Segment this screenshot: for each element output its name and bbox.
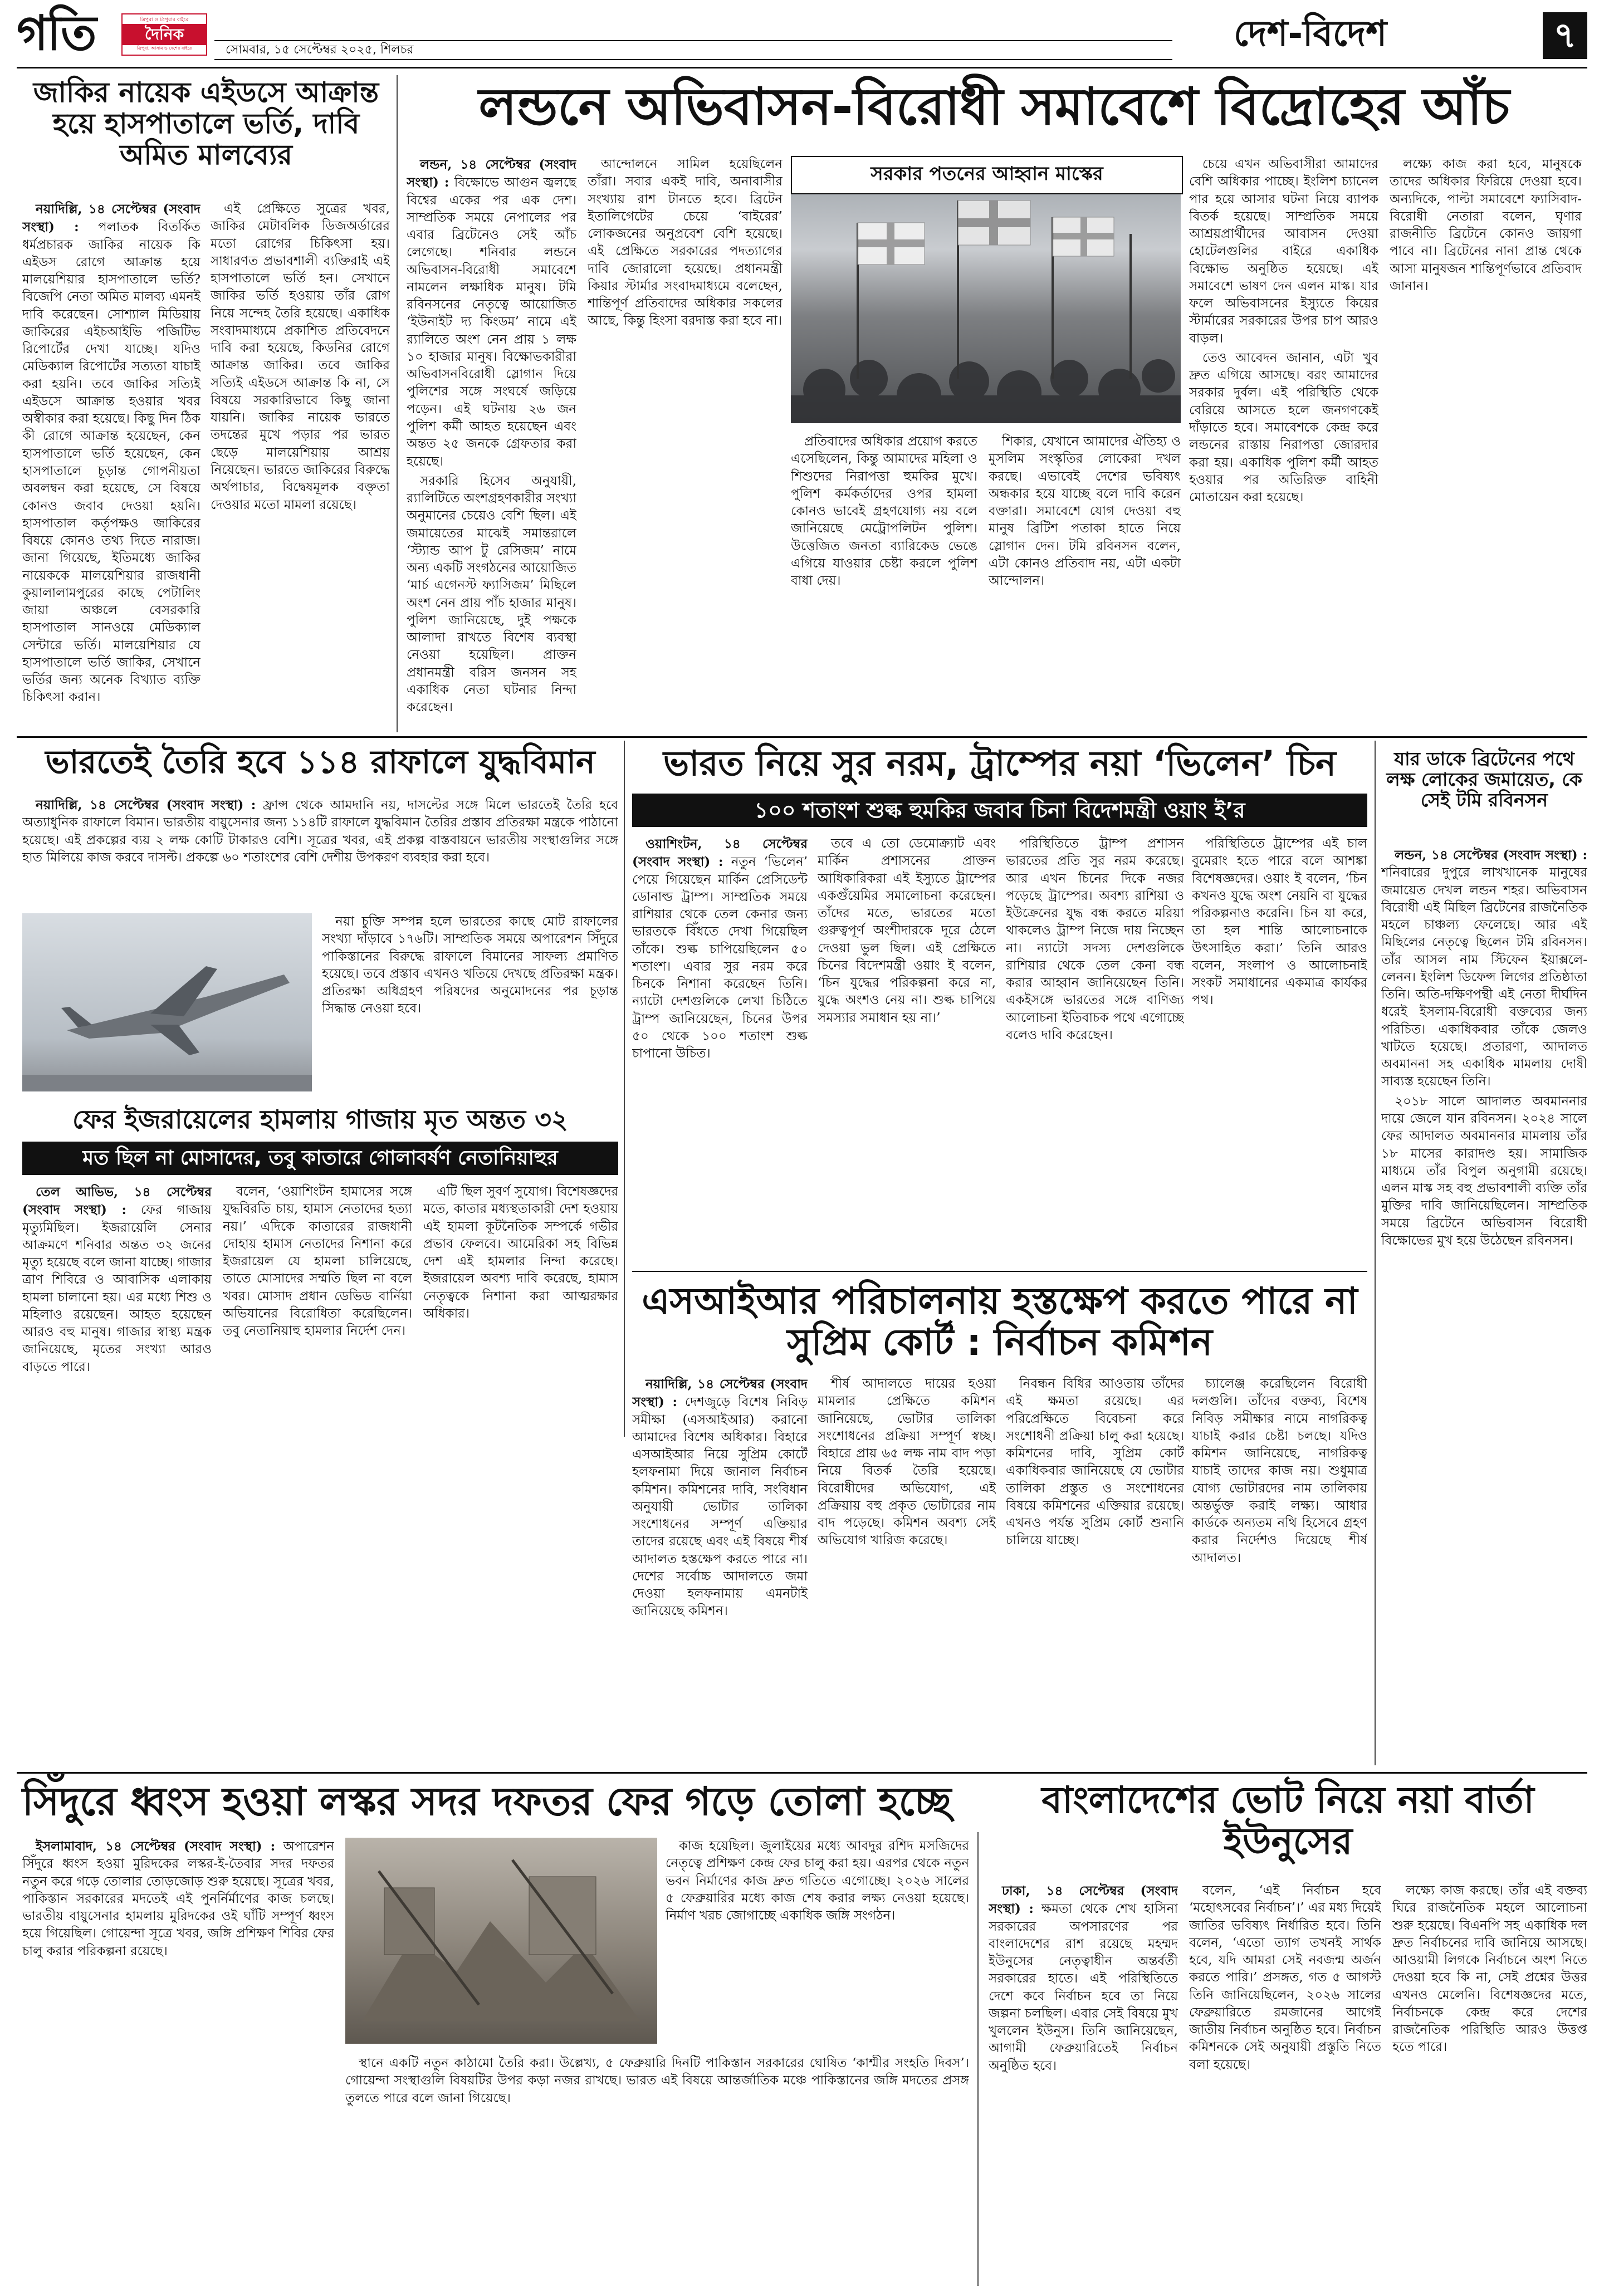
lashkar-text-1: অপারেশন সিঁদুরে ধ্বংস হওয়া মুরিদকের লস্কর-ই-তৈবার সদর দফতর নতুন করে গড়ে তোলার তোড়জোড় শুরু হয়েছে। সূত্রের খবর, পাকিস্তান সরকারের মদতেই এই পুনর্নির্মাণের কাজ চলছে। ভারতীয় বায়ুসেনার হামলায় মুরিদকের ওই ঘাঁটি সম্পূর্ণ ধ্বংস হয়ে গিয়েছিল। গোয়েন্দা সূত্রে খবর, জঙ্গি প্রশিক্ষণ শিবির ফের চালু করার পরিকল্পনা রয়েছে। <box>22 1839 334 1959</box>
rafale-body-col-2 <box>322 913 618 1091</box>
gaza-text-1: ফের গাজায় মৃত্যুমিছিল। ইজরায়েলি সেনার আক্রমণে শনিবার অন্তত ৩২ জনের মৃত্যু হয়েছে বলে জানা যাচ্ছে। গাজার ত্রাণ শিবিরে ও আবাসিক এলাকায় হামলা চালানো হয়। এর মধ্যে শিশু ও মহিলাও রয়েছেন। আহত হয়েছেন আরও বহু মানুষ। গাজার স্বাস্থ্য মন্ত্রক জানিয়েছে, মৃতের সংখ্যা আরও বাড়তে পারে। <box>22 1203 212 1374</box>
london-body-col-5 <box>1189 156 1378 730</box>
zakir-headline: জাকির নায়েক এইডসে আক্রান্ত হয়ে হাসপাতালে ভর্তি, দাবি অমিত মালব্যের <box>33 76 379 171</box>
gaza-subhead: মত ছিল না মোসাদের, তবু কাতারে গোলাবর্ষণ নেতানিয়াহুর <box>82 1147 558 1169</box>
bd-body-col-3 <box>1392 1882 1587 2283</box>
china-dateline: ওয়াশিংটন, ১৪ সেপ্টেম্বর (সংবাদ সংস্থা) : <box>632 836 808 870</box>
sir-body-col-1 <box>632 1375 808 1765</box>
bd-headline: বাংলাদেশের ভোট নিয়ে নয়া বার্তা ইউনুসের <box>1041 1779 1534 1863</box>
zakir-dateline: নয়াদিল্লি, ১৪ সেপ্টেম্বর (সংবাদ সংস্থা) : <box>22 202 200 235</box>
sir-body-col-2 <box>818 1375 996 1765</box>
zakir-body-col-2 <box>211 200 390 724</box>
badge-top-text: ত্রিপুরা ও ত্রিপুরার বাইরে <box>140 17 189 23</box>
lashkar-body-col-3 <box>345 2055 969 2283</box>
gaza-subhead-bar <box>22 1142 618 1175</box>
china-text-2: তবে এ তো ডেমোক্র্যাট এবং মার্কিন প্রশাসনের প্রাক্তন আধিকারিকরা এই ইস্যুতে ট্রাম্পের একগুঁয়েমির সমালোচনা করেছেন। তাঁদের মতে, ভারতের মতো গুরুত্বপূর্ণ অংশীদারকে দূরে ঠেলে দেওয়া ভুল ছিল। এই প্রেক্ষিতে চিনের বিদেশমন্ত্রী ওয়াং ই বলেন, ‘চিন যুদ্ধের পরিকল্পনা করে না, যুদ্ধে অংশও নেয় না। শুল্ক চাপিয়ে সমস্যার সমাধান হয় না।’ <box>818 836 996 1025</box>
section-rule-2 <box>632 1271 1367 1272</box>
london-body-col-6 <box>1390 156 1582 730</box>
bd-text-2: বলেন, ‘এই নির্বাচন হবে ‘মহোৎসবের নির্বাচন’।’ এর মধ্য দিয়েই জাতির ভবিষ্যৎ নির্ধারিত হবে। তিনি বলেন, ‘এতো ত্যাগ তখনই সার্থক হবে, যদি আমরা সেই নবজন্ম অর্জন করতে পারি।’ প্রসঙ্গত, গত ৫ আগস্ট তিনি জানিয়েছিলেন, ২০২৬ সালের ফেব্রুয়ারিতে রমজানের আগেই জাতীয় নির্বাচন অনুষ্ঠিত হবে। নির্বাচন কমিশনকে সেই অনুযায়ী প্রস্তুতি নিতে বলা হয়েছে। <box>1189 1883 1381 2072</box>
sir-text-2: শীর্ষ আদালতে দায়ের হওয়া মামলার প্রেক্ষিতে কমিশন জানিয়েছে, ভোটার তালিকা সংশোধনের প্রক্রিয়া সম্পূর্ণ স্বচ্ছ। বিহারে প্রায় ৬৫ লক্ষ নাম বাদ পড়া নিয়ে বিতর্ক তৈরি হয়েছে। বিরোধীদের অভিযোগ, এই প্রক্রিয়ায় বহু প্রকৃত ভোটারের নাম বাদ পড়েছে। কমিশন অবশ্য সেই অভিযোগ খারিজ করেছে। <box>818 1377 996 1548</box>
london-body-col-4 <box>989 433 1181 728</box>
london-body-col-2 <box>588 156 783 730</box>
bd-dateline: ঢাকা, ১৪ সেপ্টেম্বর (সংবাদ সংস্থা) : <box>989 1883 1178 1917</box>
china-subhead: ১০০ শতাংশ শুল্ক হুমকির জবাব চিনা বিদেশমন্ত্রী ওয়াং ই’র <box>754 798 1245 823</box>
london-text-6: চেয়ে এখন অভিবাসীরা আমাদের বেশি অধিকার পাচ্ছে। ইংলিশ চ্যানেল পার হয়ে আসার ঘটনা নিয়ে ব্যাপক বিতর্ক হয়েছে। সাম্প্রতিক সময়ে আশ্রয়প্রার্থীদের আবাসন দেওয়া হোটেলগুলির বাইরে একাধিক বিক্ষোভ অনুষ্ঠিত হয়েছে। এই সমাবেশে ভাষণ দেন এলন মাস্ক। যার ফলে অভিবাসনের ইস্যুতে কিয়ের স্টার্মারের সরকারের উপর চাপ আরও বাড়ল। <box>1189 157 1378 346</box>
london-headline: লন্ডনে অভিবাসন-বিরোধী সমাবেশে বিদ্রোহের আঁচ <box>478 77 1510 136</box>
bd-text-3: লক্ষ্যে কাজ করছে। তাঁর এই বক্তব্য ঘিরে রাজনৈতিক মহলে আলোচনা শুরু হয়েছে। বিএনপি সহ একাধিক দল দ্রুত নির্বাচনের দাবি জানিয়ে আসছে। আওয়ামী লিগকে নির্বাচনে অংশ নিতে দেওয়া হবে কি না, সেই প্রশ্নের উত্তর এখনও মেলেনি। বিশেষজ্ঞদের মতে, নির্বাচনকে কেন্দ্র করে দেশের রাজনৈতিক পরিস্থিতি আরও উত্তপ্ত হতে পারে। <box>1392 1883 1587 2055</box>
china-text-3: পরিস্থিতিতে ট্রাম্প প্রশাসন ভারতের প্রতি সুর নরম করেছে। আর এখন চিনের দিকে নজর পড়েছে ট্রাম্পের। অবশ্য রাশিয়া ও ইউক্রেনের যুদ্ধ বন্ধ করতে মরিয়া থাকলেও ট্রাম্প নিজে দায় নিচ্ছেন না। ন্যাটো সদস্য দেশগুলিকে রাশিয়ার থেকে তেল কেনা বন্ধ করার আহ্বান জানিয়েছেন তিনি। একইসঙ্গে ভারতের সঙ্গে বাণিজ্য আলোচনা ইতিবাচক পথে এগোচ্ছে বলেও দাবি করেছেন। <box>1006 836 1184 1042</box>
section-rule-1 <box>17 736 1587 738</box>
lashkar-body-col-1 <box>22 1838 334 2283</box>
bd-body-col-2 <box>1189 1882 1381 2283</box>
page-number: ৭ <box>1553 15 1577 56</box>
dateline-bar <box>214 40 1172 60</box>
gaza-text-2: বলেন, ‘ওয়াশিংটন হামাসের সঙ্গে যুদ্ধবিরতি চায়, হামাস নেতাদের হত্যা নয়।’ এদিকে কাতারের রাজধানী দোহায় হামাস নেতাদের নিশানা করে ইজরায়েল যে হামলা চালিয়েছে, তাতে মোসাদের সম্মতি ছিল না বলে খবর। মোসাদ প্রধান ডেভিড বার্নিয়া অভিযানের বিরোধিতা করেছিলেন। তবু নেতানিয়াহু হামলার নির্দেশ দেন। <box>223 1184 412 1339</box>
lashkar-headline: সিঁদুরে ধ্বংস হওয়া লস্কর সদর দফতর ফের গড়ে তোলা হচ্ছে <box>22 1779 952 1824</box>
robinson-text-2: ২০১৮ সালে আদালত অবমাননার দায়ে জেলে যান রবিনসন। ২০২৪ সালে ফের আদালত অবমাননার মামলায় তাঁর ১৮ মাসের কারাদণ্ড হয়। সামাজিক মাধ্যমে তাঁর বিপুল অনুগামী রয়েছে। এলন মাস্ক সহ বহু প্রভাবশালী ব্যক্তি তাঁর মুক্তির দাবি জানিয়েছিলেন। সাম্প্রতিক সময়ে ব্রিটেনে অভিবাসন বিরোধী বিক্ষোভের মুখ হয়ে উঠেছেন রবিনসন। <box>1381 1094 1587 1248</box>
london-body-col-1 <box>407 156 576 730</box>
newspaper-logo: গতি <box>17 5 96 61</box>
lashkar-ruins-photo <box>345 1838 657 2044</box>
sir-dateline: নয়াদিল্লি, ১৪ সেপ্টেম্বর (সংবাদ সংস্থা) : <box>632 1377 808 1410</box>
bd-text-1: ক্ষমতা থেকে শেখ হাসিনা সরকারের অপসারণের পর বাংলাদেশের রাশ রয়েছে মহম্মদ ইউনুসের নেতৃত্বাধীন অন্তর্বর্তী সরকারের হাতে। এই পরিস্থিতিতে দেশে কবে নির্বাচন হবে তা নিয়ে জল্পনা চলছিল। এবার সেই বিষয়ে মুখ খুললেন ইউনুস। তিনি জানিয়েছেন, আগামী ফেব্রুয়ারিতেই নির্বাচন অনুষ্ঠিত হবে। <box>989 1902 1178 2073</box>
robinson-headline: যার ডাকে ব্রিটেনের পথে লক্ষ লোকের জমায়েত, কে সেই টমি রবিনসন <box>1386 748 1582 811</box>
rafale-jet-photo <box>22 913 312 1091</box>
flag-crowd-illustration <box>791 156 1181 423</box>
badge-main-text: দৈনিক <box>123 24 206 45</box>
gaza-body-col-3 <box>423 1183 618 1437</box>
robinson-dateline: লন্ডন, ১৪ সেপ্টেম্বর (সংবাদ সংস্থা) : <box>1395 848 1587 863</box>
badge-sub-text: ত্রিপুরা, আসাম ও দেশের বাইরে <box>136 46 192 51</box>
london-text-2: সরকারি হিসেব অনুযায়ী, র‌্যালিটিতে অংশগ্রহণকারীর সংখ্যা অনুমানের চেয়েও বেশি ছিল। এই জমায়েতের মাঝেই সমান্তরালে ‘স্ট্যান্ড আপ টু রেসিজম’ নামে অন্য একটি সংগঠনের আয়োজিত ‘মার্চ এগেনস্ট ফ্যাসিজম’ মিছিলে অংশ নেন প্রায় পাঁচ হাজার মানুষ। পুলিশ জানিয়েছে, দুই পক্ষকে আলাদা রাখতে বিশেষ ব্যবস্থা নেওয়া হয়েছিল। প্রাক্তন প্রধানমন্ত্রী বরিস জনসন সহ একাধিক নেতা ঘটনার নিন্দা করেছেন। <box>407 473 576 715</box>
gaza-dateline: তেল আভিভ, ১৪ সেপ্টেম্বর (সংবাদ সংস্থা) : <box>22 1184 212 1218</box>
rafale-headline: ভারতেই তৈরি হবে ১১৪ রাফালে যুদ্ধবিমান <box>45 743 595 781</box>
masthead-rule <box>17 67 1587 68</box>
gaza-body-col-2 <box>223 1183 412 1437</box>
col-divider <box>397 75 398 732</box>
lashkar-body-col-2 <box>666 1838 969 2044</box>
london-text-1: বিক্ষোভে আগুন জ্বলছে বিশ্বের একের পর এক দেশ। সাম্প্রতিক সময়ে নেপালের পর এবার ব্রিটেনেও সেই আঁচ লেগেছে। শনিবার লন্ডনে অভিবাসন-বিরোধী সমাবেশে নামলেন লক্ষাধিক মানুষ। টমি রবিনসনের নেতৃত্বে আয়োজিত ‘ইউনাইট দ্য কিংডম’ নামে এই র‌্যালিতে অংশ নেন প্রায় ১ লক্ষ ১০ হাজার মানুষ। বিক্ষোভকারীরা অভিবাসনবিরোধী স্লোগান দিয়ে পুলিশের সঙ্গে সংঘর্ষে জড়িয়ে পড়েন। এই ঘটনায় ২৬ জন পুলিশ কর্মী আহত হয়েছেন এবং অন্তত ২৫ জনকে গ্রেফতার করা হয়েছে। <box>407 175 576 469</box>
london-dateline: লন্ডন, ১৪ সেপ্টেম্বর (সংবাদ সংস্থা) : <box>407 157 576 190</box>
london-rally-photo <box>791 156 1181 423</box>
sir-body-col-3 <box>1006 1375 1184 1765</box>
china-body-col-3 <box>1006 835 1184 1264</box>
ruins-illustration <box>345 1838 657 2044</box>
china-text-4: পরিস্থিতিতে ট্রাম্পের এই চাল বুমেরাং হতে পারে বলে আশঙ্কা বিশেষজ্ঞদের। ওয়াং ই বলেন, ‘চিন কখনও যুদ্ধে অংশ নেয়নি বা যুদ্ধের পরিকল্পনাও করেনি। চিন যা করে, তা হল শান্তি আলোচনাকে উৎসাহিত করা।’ তিনি আরও বলেন, সংলাপ ও আলোচনাই সংকট সমাধানের একমাত্র কার্যকর পথ। <box>1192 836 1367 1008</box>
sir-headline: এসআইআর পরিচালনায় হস্তক্ষেপ করতে পারে না সুপ্রিম কোর্ট : নির্বাচন কমিশন <box>642 1280 1358 1364</box>
gaza-body-col-1 <box>22 1183 212 1437</box>
gaza-headline: ফের ইজরায়েলের হামলায় গাজায় মৃত অন্তত ৩২ <box>72 1104 568 1134</box>
china-text-1: নতুন ‘ভিলেন’ পেয়ে গিয়েছেন মার্কিন প্রেসিডেন্ট ডোনাল্ড ট্রাম্প। সাম্প্রতিক সময়ে রাশিয়ার থেকে তেল কেনার জন্য ভারতকে বিঁধতে দেখা গিয়েছিল তাঁকে। শুল্ক চাপিয়েছিলেন ৫০ শতাংশ। এবার সুর নরম করে চিনকে নিশানা করেছেন তিনি। ন্যাটো দেশগুলিকে লেখা চিঠিতে ট্রাম্প জানিয়েছেন, চিনের উপর ৫০ থেকে ১০০ শতাংশ শুল্ক চাপানো উচিত। <box>632 855 808 1061</box>
london-text-7: তেও আবেদন জানান, এটা খুব দ্রুত এগিয়ে আসছে। বরং আমাদের সরকার দুর্বল। এই পরিস্থিতি থেকে বেরিয়ে আসতে হলে জনগণকেই দাঁড়াতে হবে। সমাবেশকে কেন্দ্র করে লন্ডনের রাস্তায় নিরাপত্তা জোরদার করা হয়। একাধিক পুলিশ কর্মী আহত হওয়ার পর অতিরিক্ত বাহিনী মোতায়েন করা হয়েছে। <box>1189 350 1378 505</box>
col-divider <box>624 741 625 1437</box>
robinson-text-1: শনিবারের দুপুরে লাখখানেক মানুষের জমায়েত দেখল লন্ডন শহর। অভিবাসন বিরোধী এই মিছিল ব্রিটেনের রাজনৈতিক মহলে চাঞ্চল্য ফেলেছে। আর এই মিছিলের নেতৃত্বে ছিলেন টমি রবিনসন। তাঁর আসল নাম স্টিফেন ইয়াক্সলে-লেনন। ইংলিশ ডিফেন্স লিগের প্রতিষ্ঠাতা তিনি। অতি-দক্ষিণপন্থী এই নেতা দীর্ঘদিন ধরেই ইসলাম-বিরোধী বক্তব্যের জন্য পরিচিত। একাধিকবার তাঁকে জেলও খাটতে হয়েছে। প্রতারণা, আদালত অবমাননা সহ একাধিক মামলায় দোষী সাব্যস্ত হয়েছেন তিনি। <box>1381 865 1587 1089</box>
rafale-text-2: নয়া চুক্তি সম্পন্ন হলে ভারতের কাছে মোট রাফালের সংখ্যা দাঁড়াবে ১৭৬টি। সাম্প্রতিক সময়ে অপারেশন সিঁদুরে পাকিস্তানের বিরুদ্ধে রাফালে বিমানের সাফল্য প্রমাণিত হয়েছে। তবে প্রস্তাব এখনও খতিয়ে দেখছে প্রতিরক্ষা মন্ত্রক। প্রতিরক্ষা অধিগ্রহণ পরিষদের অনুমোদনের পর চূড়ান্ত সিদ্ধান্ত নেওয়া হবে। <box>322 914 618 1016</box>
sir-body-col-4 <box>1192 1375 1367 1765</box>
zakir-text-2: এই প্রেক্ষিতে সুত্রের খবর, জাকির মেটাবলিক ডিজঅর্ডারের মতো রোগের চিকিৎসা হয়। সাধারণত প্রভাবশালী ব্যক্তিরাই এই হাসপাতালে ভর্তি হন। সেখানে জাকির ভর্তি হওয়ায় তাঁর রোগ নিয়ে সন্দেহ তৈরি হয়েছে। একাধিক সংবাদমাধ্যমে প্রকাশিত প্রতিবেদনে দাবি করা হয়েছে, কিডনির রোগে আক্রান্ত জাকির। তবে জাকির সত্যিই এইডসে আক্রান্ত কি না, সে বিষয়ে সরকারিভাবে কিছু জানা যায়নি। জাকির নায়েক ভারতে তদন্তের মুখে পড়ার পর ভারত ছেড়ে মালয়েশিয়ায় আশ্রয় নিয়েছেন। ভারতে জাকিরের বিরুদ্ধে অর্থপাচার, বিদ্বেষমূলক বক্তৃতা দেওয়ার মতো মামলা রয়েছে। <box>211 202 390 512</box>
section-rule-3 <box>17 1772 1587 1774</box>
china-body-col-4 <box>1192 835 1367 1264</box>
col-divider <box>977 1832 979 2286</box>
china-headline: ভারত নিয়ে সুর নরম, ট্রাম্পের নয়া ‘ভিলেন’ চিন <box>663 743 1336 784</box>
lashkar-dateline: ইসলামাবাদ, ১৪ সেপ্টেম্বর (সংবাদ সংস্থা) : <box>36 1839 276 1854</box>
london-text-4: প্রতিবাদের অধিকার প্রয়োগ করতে এসেছিলেন, কিন্তু আমাদের মহিলা ও শিশুদের নিরাপত্তা হুমকির মুখে। পুলিশ কর্মকর্তাদের ওপর হামলা কোনও ভাবেই গ্রহণযোগ্য নয় বলে জানিয়েছে মেট্রোপলিটন পুলিশ। উত্তেজিত জনতা ব্যারিকেড ভেঙে এগিয়ে যাওয়ার চেষ্টা করলে পুলিশ বাধা দেয়। <box>791 434 977 589</box>
zakir-body-col-1 <box>22 200 200 724</box>
rafale-text-1: ফ্রান্স থেকে আমদানি নয়, দাসল্টের সঙ্গে মিলে ভারতেই তৈরি হবে অত্যাধুনিক রাফালে বিমান। ভারতীয় বায়ুসেনার জন্য ১১৪টি রাফালে যুদ্ধবিমান তৈরির প্রস্তাব প্রতিরক্ষা মন্ত্রকে পাঠানো হয়েছে। এই প্রকল্পের ব্যয় ২ লক্ষ কোটি টাকারও বেশি। সূত্রের খবর, এই প্রকল্প বাস্তবায়নে ভারতীয় সংস্থাগুলির সঙ্গে হাত মিলিয়ে কাজ করবে দাসল্ট। প্রকল্পে ৬০ শতাংশের বেশি দেশীয় উপকরণ ব্যবহার করা হবে। <box>22 798 618 865</box>
london-text-5: শিকার, যেখানে আমাদের ঐতিহ্য ও মুসলিম সংস্কৃতির লোকেরা দখল করছে। এভাবেই দেশের ভবিষ্যৎ অন্ধকার হয়ে যাচ্ছে বলে দাবি করেন বক্তারা। সমাবেশে যোগ দেওয়া বহু মানুষ ব্রিটিশ পতাকা হাতে নিয়ে স্লোগান দেন। টমি রবিনসন বলেন, এটা কোনও প্রতিবাদ নয়, এটা একটা আন্দোলন। <box>989 434 1181 589</box>
masthead <box>17 7 1587 65</box>
london-text-3: আন্দোলনে সামিল হয়েছিলেন তাঁরা। সবার একই দাবি, অনাবাসীর সংখ্যায় রাশ টানতে হবে। ব্রিটেন ইতালিগেটের চেয়ে ‘বাইরের’ লোকজনের অনুপ্রবেশ বেশি হয়েছে। এই প্রেক্ষিতে সরকারের পদত্যাগের দাবি জোরালো হয়েছে। প্রধানমন্ত্রী কিয়ার স্টার্মার সংবাদমাধ্যমে বলেছেন, শান্তিপূর্ণ প্রতিবাদের অধিকার সকলের আছে, কিন্তু হিংসা বরদাস্ত করা হবে না। <box>588 157 783 329</box>
sir-text-3: নিবন্ধন বিধির আওতায় তাঁদের এই ক্ষমতা রয়েছে। এর পরিপ্রেক্ষিতে বিবেচনা করে সংশোধনী প্রক্রিয়া চালু করা হয়েছে। কমিশনের দাবি, সুপ্রিম কোর্ট একাধিকবার জানিয়েছে যে ভোটার তালিকা প্রস্তুত ও সংশোধনের বিষয়ে কমিশনের এক্তিয়ার রয়েছে। এখনও পর্যন্ত সুপ্রিম কোর্ট শুনানি চালিয়ে যাচ্ছে। <box>1006 1377 1184 1548</box>
lashkar-text-2: কাজ হয়েছিল। জুলাইয়ের মধ্যে আবদুর রশিদ মসজিদের নেতৃত্বে প্রশিক্ষণ কেন্দ্র ফের চালু করা হয়। এরপর থেকে নতুন ভবন নির্মাণের কাজ দ্রুত গতিতে এগোচ্ছে। ২০২৬ সালের ৫ ফেব্রুয়ারির মধ্যে কাজ শেষ করার লক্ষ্য নেওয়া হয়েছে। নির্মাণ খরচ জোগাচ্ছে একাধিক জঙ্গি সংগঠন। <box>666 1839 969 1923</box>
bd-body-col-1 <box>989 1882 1178 2283</box>
china-body-col-2 <box>818 835 996 1264</box>
jet-illustration <box>22 913 312 1091</box>
london-body-col-3 <box>791 433 977 728</box>
sir-text-1: দেশজুড়ে বিশেষ নিবিড় সমীক্ষা (এসআইআর) করানো আমাদের বিশেষ অধিকার। বিহারে এসআইআর নিয়ে সুপ্রিম কোর্টে হলফনামা দিয়ে জানাল নির্বাচন কমিশন। কমিশনের দাবি, সংবিধান অনুযায়ী ভোটার তালিকা সংশোধনের সম্পূর্ণ এক্তিয়ার তাদের রয়েছে এবং এই বিষয়ে শীর্ষ আদালত হস্তক্ষেপ করতে পারে না। দেশের সর্বোচ্চ আদালতে জমা দেওয়া হলফনামায় এমনটাই জানিয়েছে কমিশন। <box>632 1395 808 1619</box>
sir-text-4: চ্যালেঞ্জ করেছিলেন বিরোধী দলগুলি। তাঁদের বক্তব্য, বিশেষ নিবিড় সমীক্ষার নামে নাগরিকত্ব যাচাই করার চেষ্টা চলছে। যদিও কমিশন জানিয়েছে, নাগরিকত্ব যাচাই তাদের কাজ নয়। শুধুমাত্র যোগ্য ভোটারদের নাম তালিকায় অন্তর্ভুক্ত করাই লক্ষ্য। আধার কার্ডকে অন্যতম নথি হিসেবে গ্রহণ করার নির্দেশও দিয়েছে শীর্ষ আদালত। <box>1192 1377 1367 1565</box>
china-body-col-1 <box>632 835 808 1264</box>
page-number-box <box>1543 12 1587 59</box>
zakir-text-1: পলাতক বিতর্কিত ধর্মপ্রচারক জাকির নায়েক কি এইডস রোগে আক্রান্ত হয়ে মালয়েশিয়ার হাসপাতালে ভর্তি? বিজেপি নেতা অমিত মালব্য এমনই দাবি করেছেন। সোশ্যাল মিডিয়ায় জাকিরের এইচআইভি পজিটিভ রিপোর্টের দেখা যাচ্ছে। যদিও মেডিক্যাল রিপোর্টের সত্যতা যাচাই করা হয়নি। তবে জাকির সত্যিই এইডসে আক্রান্ত হওয়ার খবর অস্বীকার করা হয়েছে। কিছু দিন ঠিক কী রোগে আক্রান্ত হয়েছেন, কেন হাসপাতালে ভর্তি হয়েছেন, কেন হাসপাতালে চূড়ান্ত গোপনীয়তা অবলম্বন করা হয়েছে, সে বিষয়ে কোনও জবাব দেওয়া হয়নি। হাসপাতাল কর্তৃপক্ষও জাকিরের বিষয়ে কোনও তথ্য দিতে নারাজ। জানা গিয়েছে, ইতিমধ্যে জাকির নায়েককে মালয়েশিয়ার রাজধানী কুয়ালালামপুরের কাছে পেটালিং জায়া অঞ্চলে বেসরকারি হাসপাতাল সানওয়ে মেডিক্যাল সেন্টারে ভর্তি। মালয়েশিয়ার যে হাসপাতালে ভর্তি জাকির, সেখানে ভর্তির জন্য অনেক বিখ্যাত ব্যক্তি চিকিৎসা করান। <box>22 220 200 705</box>
rafale-dateline: নয়াদিল্লি, ১৪ সেপ্টেম্বর (সংবাদ সংস্থা) : <box>36 797 256 812</box>
lashkar-text-3: স্থানে একটি নতুন কাঠামো তৈরি করা। উল্লেখ্য, ৫ ফেব্রুয়ারি দিনটি পাকিস্তান সরকারের ঘোষিত ‘কাশ্মীর সংহতি দিবস’। গোয়েন্দা সংস্থাগুলি বিষয়টির উপর কড়া নজর রাখছে। ভারত এই বিষয়ে আন্তর্জাতিক মঞ্চে পাকিস্তানের জঙ্গি মদতের প্রসঙ্গ তুলতে পারে বলে জানা গিয়েছে। <box>345 2056 969 2106</box>
issue-date: সোমবার, ১৫ সেপ্টেম্বর ২০২৫, শিলচর <box>226 43 414 57</box>
london-photo-caption: সরকার পতনের আহ্বান মাস্কের <box>791 156 1183 194</box>
rafale-body-col-1 <box>22 796 618 905</box>
gaza-text-3: এটি ছিল সুবর্ণ সুযোগ। বিশেষজ্ঞদের মতে, কাতার মধ্যস্থতাকারী দেশ হওয়ায় এই হামলা কূটনৈতিক সম্পর্কে গভীর প্রভাব ফেলবে। আমেরিকা সহ বিভিন্ন দেশ এই হামলার নিন্দা করেছে। ইজরায়েল অবশ্য দাবি করেছে, হামাস নেতৃত্বকে নিশানা করা আত্মরক্ষার অধিকার। <box>423 1184 618 1321</box>
col-divider <box>1375 741 1376 1765</box>
dainik-badge <box>121 13 207 56</box>
london-text-8: লক্ষ্যে কাজ করা হবে, মানুষকে তাদের অধিকার ফিরিয়ে দেওয়া হবে। অন্যদিকে, পাল্টা সমাবেশে ফ্যাসিবাদ-বিরোধী নেতারা বলেন, ঘৃণার রাজনীতি ব্রিটেনে কোনও জায়গা পাবে না। ব্রিটেনের নানা প্রান্ত থেকে আসা মানুষজন শান্তিপূর্ণভাবে প্রতিবাদ জানান। <box>1390 157 1582 293</box>
section-title: দেশ-বিদেশ <box>1234 13 1387 55</box>
robinson-body-col <box>1381 846 1587 1765</box>
china-subhead-bar <box>632 794 1367 827</box>
